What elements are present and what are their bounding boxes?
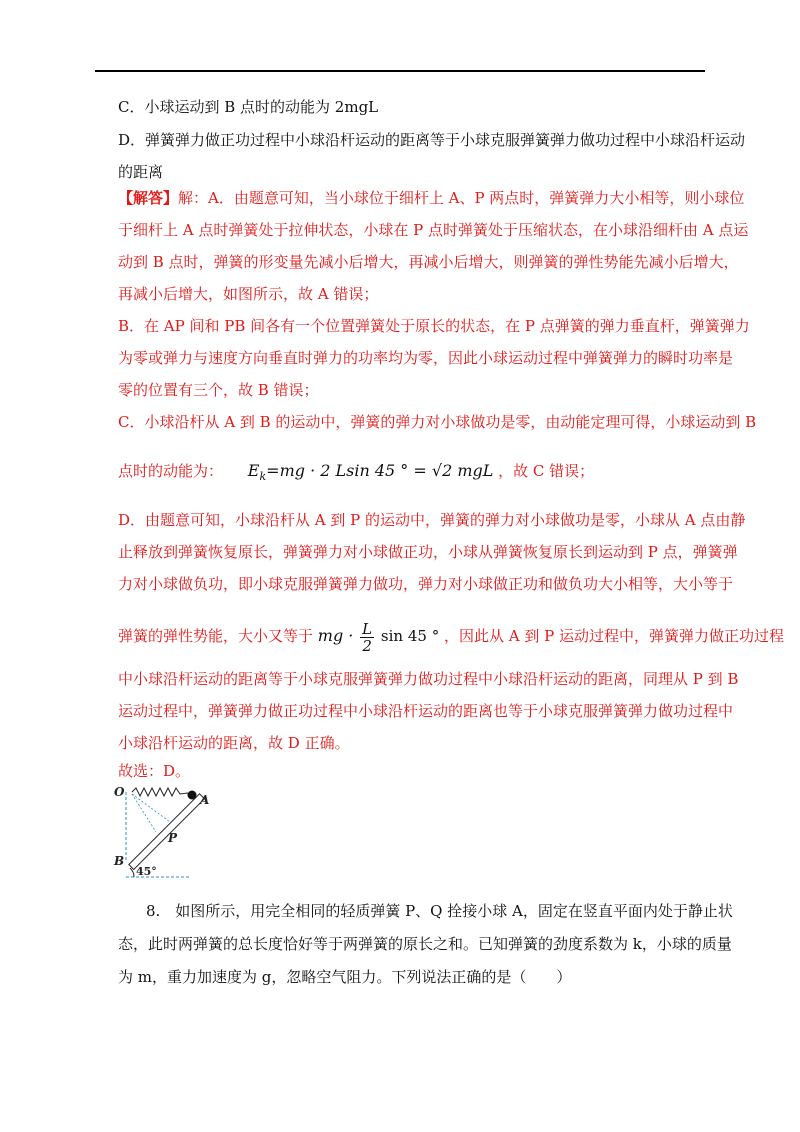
answer-d-mid-prefix: 弹簧的弹性势能，大小又等于 xyxy=(118,627,314,645)
answer-b-line2: 为零或弹力与速度方向垂直时弹力的功率均为零，因此小球运动过程中弹簧弹力的瞬时功率是 xyxy=(118,349,734,367)
dashed-to-p xyxy=(132,794,170,822)
option-d-line2: 的距离 xyxy=(118,163,164,181)
answer-d-mid-suffix: ，因此从 A 到 P 运动过程中，弹簧弹力做正功过程 xyxy=(443,627,784,645)
fraction-denominator: 2 xyxy=(362,636,372,655)
question-8-line2: 态，此时两弹簧的总长度恰好等于两弹簧的原长之和。已知弹簧的劲度系数为 k，小球的质量 xyxy=(118,935,732,953)
fraction-l-over-2 xyxy=(360,621,374,654)
answer-a-text-0: 解：A．由题意可知，当小球位于细杆上 A、P 两点时，弹簧弹力大小相等，则小球位 xyxy=(178,189,745,207)
label-p: P xyxy=(168,831,178,845)
answer-block xyxy=(118,183,784,786)
answer-d-line7: 小球沿杆运动的距离，故 D 正确。 xyxy=(118,734,350,752)
spring xyxy=(132,788,188,796)
answer-b-line3: 零的位置有三个，故 B 错误； xyxy=(118,381,319,399)
answer-a-line3: 动到 B 点时，弹簧的形变量先减小后增大，再减小后增大，则弹簧的弹性势能先减小后增大， xyxy=(118,253,739,271)
answer-c-prefix: 点时的动能为： xyxy=(118,462,224,480)
label-o: O xyxy=(114,785,125,799)
ball-a xyxy=(188,791,197,800)
fraction-numerator: L xyxy=(362,619,373,638)
label-a: A xyxy=(200,793,210,807)
physics-figure xyxy=(112,782,212,882)
header-rule xyxy=(95,70,705,72)
option-c: C．小球运动到 B 点时的动能为 2mgL xyxy=(118,98,379,116)
answer-tag: 【解答】 xyxy=(118,189,179,207)
kinetic-energy-formula xyxy=(247,461,494,484)
answer-c-suffix: ，故 C 错误； xyxy=(498,462,595,480)
answer-c-line2 xyxy=(118,456,708,486)
answer-d-line6: 运动过程中，弹簧弹力做正功过程中小球沿杆运动的距离也等于小球克服弹簧弹力做功过程中 xyxy=(118,702,734,720)
rod xyxy=(129,794,205,870)
question-8 xyxy=(118,896,733,992)
formula-sin: sin 45 ° xyxy=(380,627,440,645)
answer-d-line5: 中小球沿杆运动的距离等于小球克服弹簧弹力做功过程中小球沿杆运动的距离，同理从 P 到 B xyxy=(118,670,739,688)
formula-sub-k: k xyxy=(259,470,267,484)
answer-a-line2: 于细杆上 A 点时弹簧处于拉伸状态，小球在 P 点时弹簧处于压缩状态，在小球沿细杆由 A 点运 xyxy=(118,221,749,239)
label-angle: 45° xyxy=(136,865,157,878)
formula-e: E xyxy=(247,461,260,480)
question-8-line3: 为 m，重力加速度为 g，忽略空气阻力。下列说法正确的是（ ） xyxy=(118,968,572,986)
answer-d-line2: 止释放到弹簧恢复原长，弹簧弹力对小球做正功，小球从弹簧恢复原长到运动到 P 点，弹簧弹 xyxy=(118,543,738,561)
options-block xyxy=(118,92,746,187)
answer-choice: 故选：D。 xyxy=(118,762,191,780)
answer-d-line4 xyxy=(118,618,784,655)
answer-d-line3: 力对小球做负功，即小球克服弹簧弹力做功，弹力对小球做正功和做负功大小相等，大小等于 xyxy=(118,575,734,593)
answer-b-line1: B．在 AP 间和 PB 间各有一个位置弹簧处于原长的状态，在 P 点弹簧的弹力垂直杆，弹簧弹力 xyxy=(118,317,750,335)
answer-d-line1: D．由题意可知，小球沿杆从 A 到 P 的运动中，弹簧的弹力对小球做功是零，小球从 A 点由静 xyxy=(118,511,746,529)
formula-rest: =mg · 2 Lsin 45 ° = √2 mgL xyxy=(266,461,494,480)
formula-mg: mg · xyxy=(317,626,354,645)
option-d-line1: D．弹簧弹力做正功过程中小球沿杆运动的距离等于小球克服弹簧弹力做功过程中小球沿杆运动 xyxy=(118,131,746,149)
label-b: B xyxy=(114,854,125,868)
answer-a-line4: 再减小后增大，如图所示，故 A 错误； xyxy=(118,285,379,303)
answer-c-line1: C．小球沿杆从 A 到 B 的运动中，弹簧的弹力对小球做功是零，由动能定理可得，小球运动到 B xyxy=(118,413,757,431)
answer-a-line1 xyxy=(118,183,745,213)
dashed-to-p2 xyxy=(132,794,156,832)
question-8-line1: 8. 如图所示，用完全相同的轻质弹簧 P、Q 拴接小球 A，固定在竖直平面内处于静止状 xyxy=(146,902,733,920)
